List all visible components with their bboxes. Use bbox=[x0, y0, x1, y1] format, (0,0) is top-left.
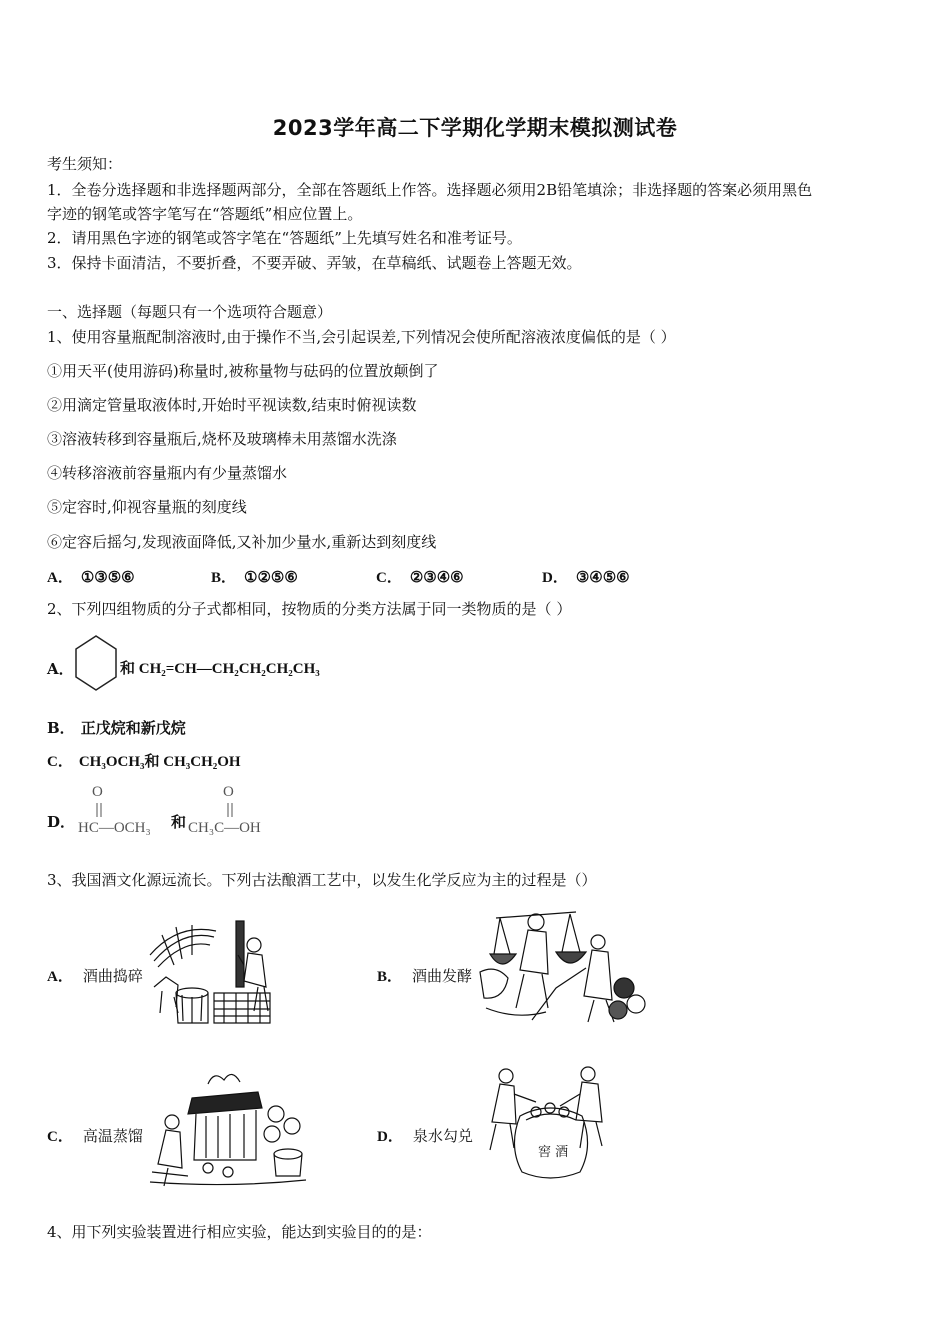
question-2-stem: 2、下列四组物质的分子式都相同，按物质的分类方法属于同一类物质的是（ ） bbox=[47, 600, 572, 618]
notice-item: 2．请用黑色字迹的钢笔或答字笔在“答题纸”上先填写姓名和准考证号。 bbox=[47, 229, 522, 247]
q1-option-c[interactable]: C． ②③④⑥ bbox=[376, 568, 464, 586]
d-left-carbonyl-o: O bbox=[92, 784, 103, 800]
blending-illustration bbox=[484, 1060, 618, 1184]
question-3-stem: 3、我国酒文化源远流长。下列古法酿酒工艺中，以发生化学反应为主的过程是（） bbox=[47, 871, 597, 889]
q3-option-a[interactable]: A． 酒曲捣碎 bbox=[47, 967, 143, 985]
q1-option-d[interactable]: D． ③④⑤⑥ bbox=[542, 568, 630, 586]
notice-item: 字迹的钢笔或答字笔写在“答题纸”相应位置上。 bbox=[47, 205, 363, 223]
q3-option-d[interactable]: D． 泉水勾兑 bbox=[377, 1127, 473, 1145]
notice-item: 1．全卷分选择题和非选择题两部分，全部在答题纸上作答。选择题必须用2B铅笔填涂；非选择题的答案必须用黑色 bbox=[47, 181, 813, 199]
q1-option-b[interactable]: B． ①②⑤⑥ bbox=[211, 568, 298, 586]
q1-statement: ④转移溶液前容量瓶内有少量蒸馏水 bbox=[47, 464, 288, 482]
q2-option-a-label[interactable]: A． bbox=[47, 660, 74, 678]
q2-option-b[interactable]: B． 正戊烷和新戊烷 bbox=[47, 719, 186, 737]
notice-item: 3．保持卡面清洁，不要折叠，不要弄破、弄皱，在草稿纸、试题卷上答题无效。 bbox=[47, 254, 582, 272]
d-right-double-bond bbox=[225, 802, 235, 818]
d-left-double-bond bbox=[94, 802, 104, 818]
question-4-stem: 4、用下列实验装置进行相应实验，能达到实验目的的是： bbox=[47, 1223, 432, 1241]
crushing-illustration bbox=[148, 915, 276, 1027]
jar-text: 窖 酒 bbox=[538, 1145, 569, 1160]
page-title: 2023学年高二下学期化学期末模拟测试卷 bbox=[272, 116, 678, 140]
q1-statement: ③溶液转移到容量瓶后,烧杯及玻璃棒未用蒸馏水洗涤 bbox=[47, 430, 397, 448]
q2-option-a-text: 和 CH₂=CH—CH₂CH₂CH₂CH₃ bbox=[120, 661, 320, 677]
q1-statement: ①用天平(使用游码)称量时,被称量物与砝码的位置放颠倒了 bbox=[47, 362, 439, 380]
d-left-formula: HC—OCH₃ bbox=[78, 820, 151, 836]
q1-statement: ⑥定容后摇匀,发现液面降低,又补加少量水,重新达到刻度线 bbox=[47, 533, 437, 551]
d-right-formula: CH₃C—OH bbox=[188, 820, 261, 836]
fermentation-illustration bbox=[476, 908, 646, 1026]
q1-statement: ②用滴定管量取液体时,开始时平视读数,结束时俯视读数 bbox=[47, 396, 417, 414]
q2-option-c[interactable]: C． CH₃OCH₃和 CH₃CH₂OH bbox=[47, 754, 241, 770]
q3-option-b[interactable]: B． 酒曲发酵 bbox=[377, 967, 473, 985]
question-1-stem: 1、使用容量瓶配制溶液时,由于操作不当,会引起误差,下列情况会使所配溶液浓度偏低的是（ ） bbox=[47, 328, 676, 346]
q1-option-a[interactable]: A． ①③⑤⑥ bbox=[47, 568, 135, 586]
q3-option-c[interactable]: C． 高温蒸馏 bbox=[47, 1127, 143, 1145]
d-right-carbonyl-o: O bbox=[223, 784, 234, 800]
q2-option-d-label[interactable]: D． bbox=[47, 813, 76, 831]
notice-heading: 考生须知： bbox=[47, 155, 123, 173]
d-and: 和 bbox=[171, 813, 187, 831]
q1-statement: ⑤定容时,仰视容量瓶的刻度线 bbox=[47, 498, 247, 516]
distillation-illustration bbox=[148, 1064, 308, 1188]
section-heading: 一、选择题（每题只有一个选项符合题意） bbox=[47, 303, 333, 321]
cyclohexane-structure bbox=[73, 634, 119, 692]
